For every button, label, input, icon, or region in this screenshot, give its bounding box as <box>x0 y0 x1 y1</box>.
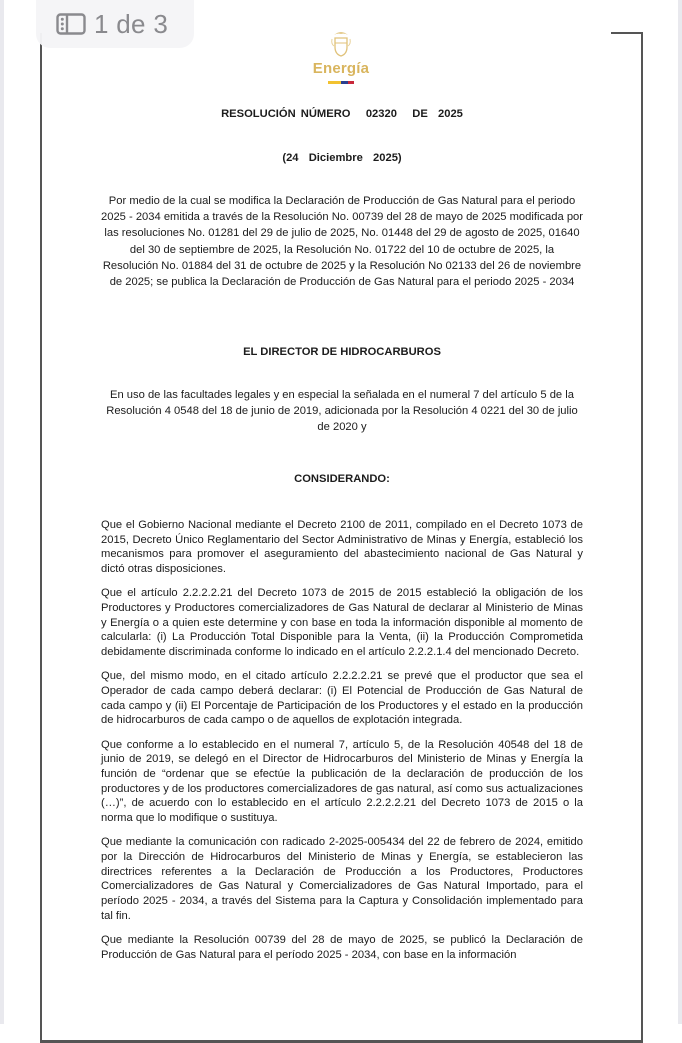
paragraph: Que conforme a lo establecido en el numeral 7, artículo 5, de la Resolución 40548 del 18 de junio de 2019, se delegó en el Director de Hidrocarburos del Ministerio de Minas y Energía la función de “ordenar que se efectúe la publicación de la declaración de producción de los productores y de los productores comercializadores de gas natural, así como sus actualizaciones (…)”, de acuerdo con lo establecido en el artículo 2.2.2.2.21 del Decreto 1073 de 2015 o la norma que lo modifique o sustituya. <box>101 738 583 825</box>
resolution-title: RESOLUCIÓN NÚMERO 02320 DE 2025 <box>221 108 463 120</box>
paragraph: Que mediante la comunicación con radicado 2-2025-005434 del 22 de febrero de 2024, emitido por la Dirección de Hidrocarburos del Ministerio de Minas y Energía, se establecieron las directrices referentes a la Declaración de Producción a los Productores, Productores Comercializadores de Gas Natural y Comercializadores de Gas Natural Importado, para el período 2025 - 2034, a través del Sistema para la Captura y Consolidación implementado para tal fin. <box>101 836 583 922</box>
paragraph: Que el artículo 2.2.2.2.21 del Decreto 1073 de 2015 de 2015 estableció la obligación de los Productores y Productores comercializadores de Gas Natural de declarar al Ministerio de Minas y Energía o a quien este determine y con base en toda la información disponible al momento de calcularla: (i) La Producción Total Disponible para la Venta, (ii) la Producción Comprometida debidamente discriminada conforme lo indicado en el artículo 2.2.2.1.4 del mencionado Decreto. <box>101 587 583 659</box>
resolution-date: (24 Diciembre 2025) <box>282 152 402 164</box>
viewer-left-edge <box>0 0 4 1024</box>
resolution-summary: Por medio de la cual se modifica la Declaración de Producción de Gas Natural para el periodo 2025 - 2034 emitida a través de la Resolución No. 00739 del 28 de mayo de 2025 modificada por las resoluciones No. 01281 del 29 de julio de 2025, No. 01448 del 29 de agosto de 2025, 01640 del 30 de septiembre de 2025, la Resolución No. 01722 del 10 de octubre de 2025, la Resolución No. 01884 del 31 de octubre de 2025 y la Resolución No 02133 del 26 de noviembre de 2025; se publica la Declaración de Producción de Gas Natural para el periodo 2025 - 2034 <box>101 195 583 289</box>
sidebar-toggle-icon[interactable] <box>56 13 86 35</box>
ministry-name: Energía <box>312 60 370 77</box>
flag-stripe <box>328 81 354 84</box>
considerando-body <box>101 518 583 972</box>
coat-of-arms-icon <box>330 30 352 58</box>
viewer-right-edge <box>678 0 682 1024</box>
paragraph: Que, del mismo modo, en el citado artículo 2.2.2.2.21 se prevé que el productor que sea el Operador de cada campo deberá declarar: (i) El Potencial de Producción de Gas Natural de cada campo y (ii) El Porcentaje de Participación de los Productores y el estado en la producción de hidrocarburos de cada campo o de aquellos de explotación integrada. <box>101 670 583 727</box>
paragraph: Que el Gobierno Nacional mediante el Decreto 2100 de 2011, compilado en el Decreto 1073 de 2015, Decreto Único Reglamentario del Sector Administrativo de Minas y Energía, estableció los mecanismos para promover el aseguramiento del abastecimiento nacional de Gas Natural y dictó otras disposiciones. <box>101 519 583 576</box>
considerando-heading: CONSIDERANDO: <box>294 473 390 485</box>
page-indicator[interactable] <box>36 0 194 48</box>
issuer-heading: EL DIRECTOR DE HIDROCARBUROS <box>243 346 441 358</box>
page-count-label: 1 de 3 <box>94 8 169 39</box>
paragraph: Que mediante la Resolución 00739 del 28 de mayo de 2025, se publicó la Declaración de Producción de Gas Natural para el período 2025 - 2034, con base en la información <box>101 934 583 961</box>
legal-powers-text: En uso de las facultades legales y en especial la señalada en el numeral 7 del artículo 5 de la Resolución 4 0548 del 18 de junio de 2019, adicionada por la Resolución 4 0221 del 30 de julio de 2020 y <box>106 389 578 434</box>
